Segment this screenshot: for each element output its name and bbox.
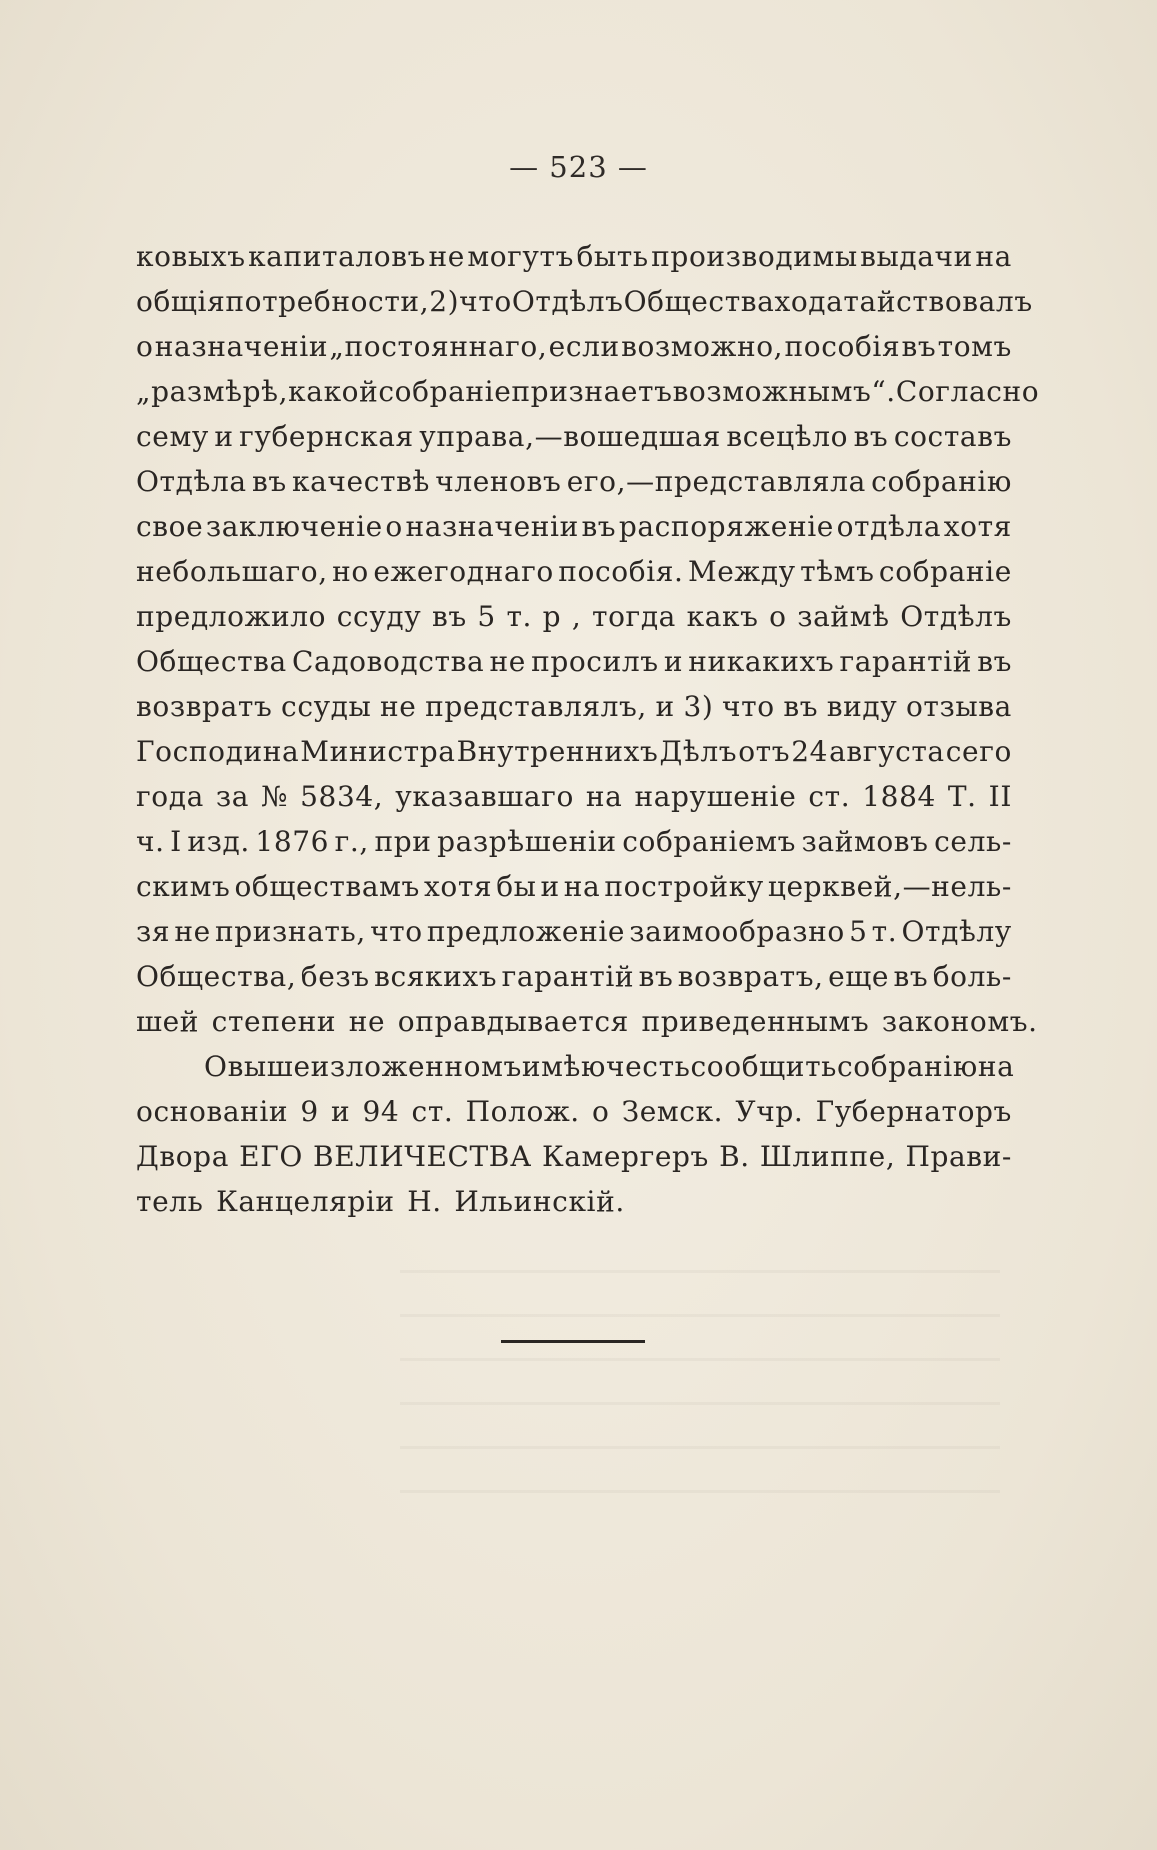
word: Полож. <box>465 1095 580 1128</box>
word: свое <box>136 510 204 543</box>
word: собраніемъ <box>622 825 796 858</box>
word: о <box>385 510 403 543</box>
word: Двора <box>136 1140 230 1173</box>
text-line <box>136 1044 1015 1089</box>
word: въ <box>783 690 819 723</box>
word: I <box>170 825 182 858</box>
show-through-texture <box>400 1270 1000 1530</box>
word: займѣ <box>797 600 890 633</box>
text-line <box>136 414 1012 459</box>
word: представлялъ, <box>425 690 647 723</box>
word: „постояннаго, <box>329 330 548 363</box>
text-line <box>136 684 1012 729</box>
word: признать, <box>214 915 366 948</box>
word: степени <box>211 1005 337 1038</box>
word: ссуду <box>336 600 422 633</box>
word: собраніе <box>878 555 1012 588</box>
word: распоряженіе <box>618 510 834 543</box>
word: ковыхъ <box>136 240 246 273</box>
text-line <box>136 639 1012 684</box>
word: въ <box>431 600 467 633</box>
word: что <box>370 915 423 948</box>
word: Губернаторъ <box>815 1095 1012 1128</box>
word: какой <box>288 375 379 408</box>
word: членовъ <box>435 465 562 498</box>
word: О <box>204 1050 228 1083</box>
word: тель <box>136 1185 204 1218</box>
word: Согласно <box>895 375 1040 408</box>
page-number: — 523 — <box>509 150 648 184</box>
word: при <box>374 825 432 858</box>
word: ходатайствовалъ <box>774 285 1033 318</box>
word: Общества, <box>136 960 297 993</box>
word: 3) <box>683 690 714 723</box>
word: Отдѣлъ <box>900 600 1012 633</box>
word: хотя <box>423 870 493 903</box>
word: боль- <box>932 960 1012 993</box>
word: пособія <box>784 330 901 363</box>
word: заключеніе <box>205 510 383 543</box>
word: предложило <box>136 600 327 633</box>
word: въ <box>251 465 287 498</box>
word: отдѣла <box>836 510 942 543</box>
word: 94 <box>362 1095 400 1128</box>
paragraph <box>136 1044 1015 1224</box>
word: его,—представляла <box>566 465 866 498</box>
word: ч. <box>136 825 165 858</box>
text-line <box>136 549 1012 594</box>
word: тогда <box>592 600 676 633</box>
word: не <box>489 645 526 678</box>
text-line <box>136 1179 1012 1224</box>
word: о <box>136 330 154 363</box>
text-line <box>136 819 1012 864</box>
word: Ильинскій. <box>454 1185 625 1218</box>
word: всецѣло <box>726 420 849 453</box>
word: основаніи <box>136 1095 289 1128</box>
word: томъ <box>937 330 1012 363</box>
word: скимъ <box>136 870 231 903</box>
word: , <box>571 600 582 633</box>
word: въ <box>853 420 889 453</box>
text-line <box>136 459 1012 504</box>
word: виду <box>826 690 898 723</box>
word: разрѣшеніи <box>437 825 617 858</box>
word: могутъ <box>467 240 574 273</box>
word: изд. <box>187 825 250 858</box>
word: т. <box>871 915 898 948</box>
word: отъ <box>738 735 791 768</box>
word: на <box>563 870 601 903</box>
word: № <box>261 780 289 813</box>
word: безъ <box>300 960 370 993</box>
word: возвратъ <box>136 690 273 723</box>
word: Внутреннихъ <box>456 735 659 768</box>
word: II <box>988 780 1012 813</box>
word: приведеннымъ <box>641 1005 870 1038</box>
word: Отдѣлъ <box>511 285 624 318</box>
word: всякихъ <box>374 960 498 993</box>
paragraph <box>136 234 1040 1044</box>
word: въ <box>901 330 937 363</box>
word: признаетъ <box>511 375 673 408</box>
word: 5 <box>477 600 496 633</box>
word: капиталовъ <box>248 240 426 273</box>
word: обществамъ <box>234 870 420 903</box>
word: небольшаго, <box>136 555 328 588</box>
word: имѣю <box>521 1050 607 1083</box>
word: Между <box>687 555 796 588</box>
text-line <box>136 369 1040 414</box>
word: Т. <box>947 780 977 813</box>
word: управа,—вошедшая <box>419 420 721 453</box>
word: губернская <box>239 420 414 453</box>
text-line <box>136 999 1038 1044</box>
word: на <box>585 780 623 813</box>
word: указавшаго <box>395 780 574 813</box>
word: ЕГО <box>239 1140 303 1173</box>
word: Канцеляріи <box>216 1185 395 1218</box>
word: гарантій <box>501 960 635 993</box>
word: какъ <box>686 600 759 633</box>
word: не <box>428 240 465 273</box>
word: заимообразно <box>629 915 845 948</box>
word: на <box>977 1050 1015 1083</box>
text-line <box>136 1089 1012 1134</box>
text-line <box>136 324 1012 369</box>
text-line <box>136 864 1012 909</box>
word: Камергеръ <box>541 1140 709 1173</box>
word: сель- <box>934 825 1012 858</box>
word: что <box>722 690 775 723</box>
word: года <box>136 780 204 813</box>
word: возможно, <box>621 330 784 363</box>
body-text <box>136 234 1040 1224</box>
word: оправдывается <box>397 1005 629 1038</box>
word: сего <box>945 735 1012 768</box>
word: въ <box>977 645 1012 678</box>
word: Шлиппе, <box>759 1140 896 1173</box>
word: что <box>459 285 512 318</box>
word: если <box>548 330 620 363</box>
word: и <box>331 1095 351 1128</box>
word: В. <box>719 1140 750 1173</box>
word: т. <box>506 600 533 633</box>
word: 5834, <box>300 780 384 813</box>
word: Господина <box>136 735 300 768</box>
text-line <box>136 594 1012 639</box>
word: честь <box>606 1050 691 1083</box>
word: сему <box>136 420 209 453</box>
word: церквей,—нель- <box>767 870 1012 903</box>
text-line <box>136 954 1012 999</box>
word: займовъ <box>801 825 929 858</box>
text-line <box>136 1134 1012 1179</box>
word: Дѣлъ <box>659 735 738 768</box>
word: гарантій <box>839 645 973 678</box>
word: Министра <box>300 735 456 768</box>
word: тѣмъ <box>800 555 875 588</box>
text-line <box>136 909 1012 954</box>
text-line <box>136 504 1012 549</box>
word: „размѣрѣ, <box>136 375 289 408</box>
word: августа <box>829 735 945 768</box>
word: назначеніи <box>154 330 329 363</box>
word: закономъ. <box>881 1005 1038 1038</box>
word: и <box>663 645 684 678</box>
word: зя <box>136 915 171 948</box>
word: составъ <box>893 420 1012 453</box>
word: Н. <box>407 1185 442 1218</box>
word: и <box>540 870 560 903</box>
text-line <box>136 279 1033 324</box>
word: г., <box>334 825 369 858</box>
word: 24 <box>791 735 829 768</box>
word: потребности, <box>225 285 430 318</box>
word: хотя <box>943 510 1012 543</box>
word: назначеніи <box>405 510 579 543</box>
word: о <box>592 1095 610 1128</box>
word: не <box>380 690 417 723</box>
word: въ <box>893 960 929 993</box>
word: производимы <box>651 240 858 273</box>
word: 2) <box>429 285 460 318</box>
word: ст. <box>411 1095 454 1128</box>
word: возвратъ, <box>677 960 824 993</box>
word: вышеизложенномъ <box>227 1050 522 1083</box>
word: быть <box>576 240 649 273</box>
word: постройку <box>604 870 764 903</box>
word: общія <box>136 285 226 318</box>
word: Отдѣла <box>136 465 247 498</box>
word: Учр. <box>735 1095 804 1128</box>
word: 1884 <box>862 780 936 813</box>
word: собраніе <box>378 375 512 408</box>
word: никакихъ <box>688 645 835 678</box>
word: предложеніе <box>426 915 626 948</box>
word: но <box>332 555 369 588</box>
word: Общества <box>623 285 775 318</box>
text-line <box>136 774 1012 819</box>
word: Отдѣлу <box>901 915 1012 948</box>
word: собранію <box>837 1050 978 1083</box>
word: ежегоднаго <box>373 555 554 588</box>
word: шей <box>136 1005 200 1038</box>
word: не <box>174 915 211 948</box>
word: еще <box>828 960 890 993</box>
word: качествѣ <box>292 465 430 498</box>
word: и <box>214 420 234 453</box>
word: возможнымъ“. <box>672 375 896 408</box>
word: нарушеніе <box>634 780 797 813</box>
word: ссуды <box>281 690 372 723</box>
word: ВЕЛИЧЕСТВА <box>313 1140 532 1173</box>
word: бы <box>496 870 537 903</box>
word: о <box>769 600 787 633</box>
word: собранію <box>871 465 1012 498</box>
text-line <box>136 234 1012 279</box>
word: не <box>348 1005 386 1038</box>
word: просилъ <box>531 645 659 678</box>
text-line <box>136 729 1012 774</box>
word: на <box>975 240 1012 273</box>
word: за <box>215 780 250 813</box>
word: Земск. <box>621 1095 724 1128</box>
word: Садоводства <box>292 645 485 678</box>
word: выдачи <box>860 240 973 273</box>
word: Общества <box>136 645 287 678</box>
word: 1876 <box>255 825 330 858</box>
word: ст. <box>808 780 851 813</box>
word: сообщить <box>690 1050 837 1083</box>
word: 5 <box>849 915 868 948</box>
word: въ <box>638 960 674 993</box>
word: 9 <box>300 1095 319 1128</box>
word: пособія. <box>558 555 684 588</box>
word: и <box>655 690 675 723</box>
word: Прави- <box>905 1140 1012 1173</box>
word: въ <box>581 510 617 543</box>
section-divider-rule <box>501 1340 645 1343</box>
word: отзыва <box>905 690 1012 723</box>
word: р <box>542 600 562 633</box>
